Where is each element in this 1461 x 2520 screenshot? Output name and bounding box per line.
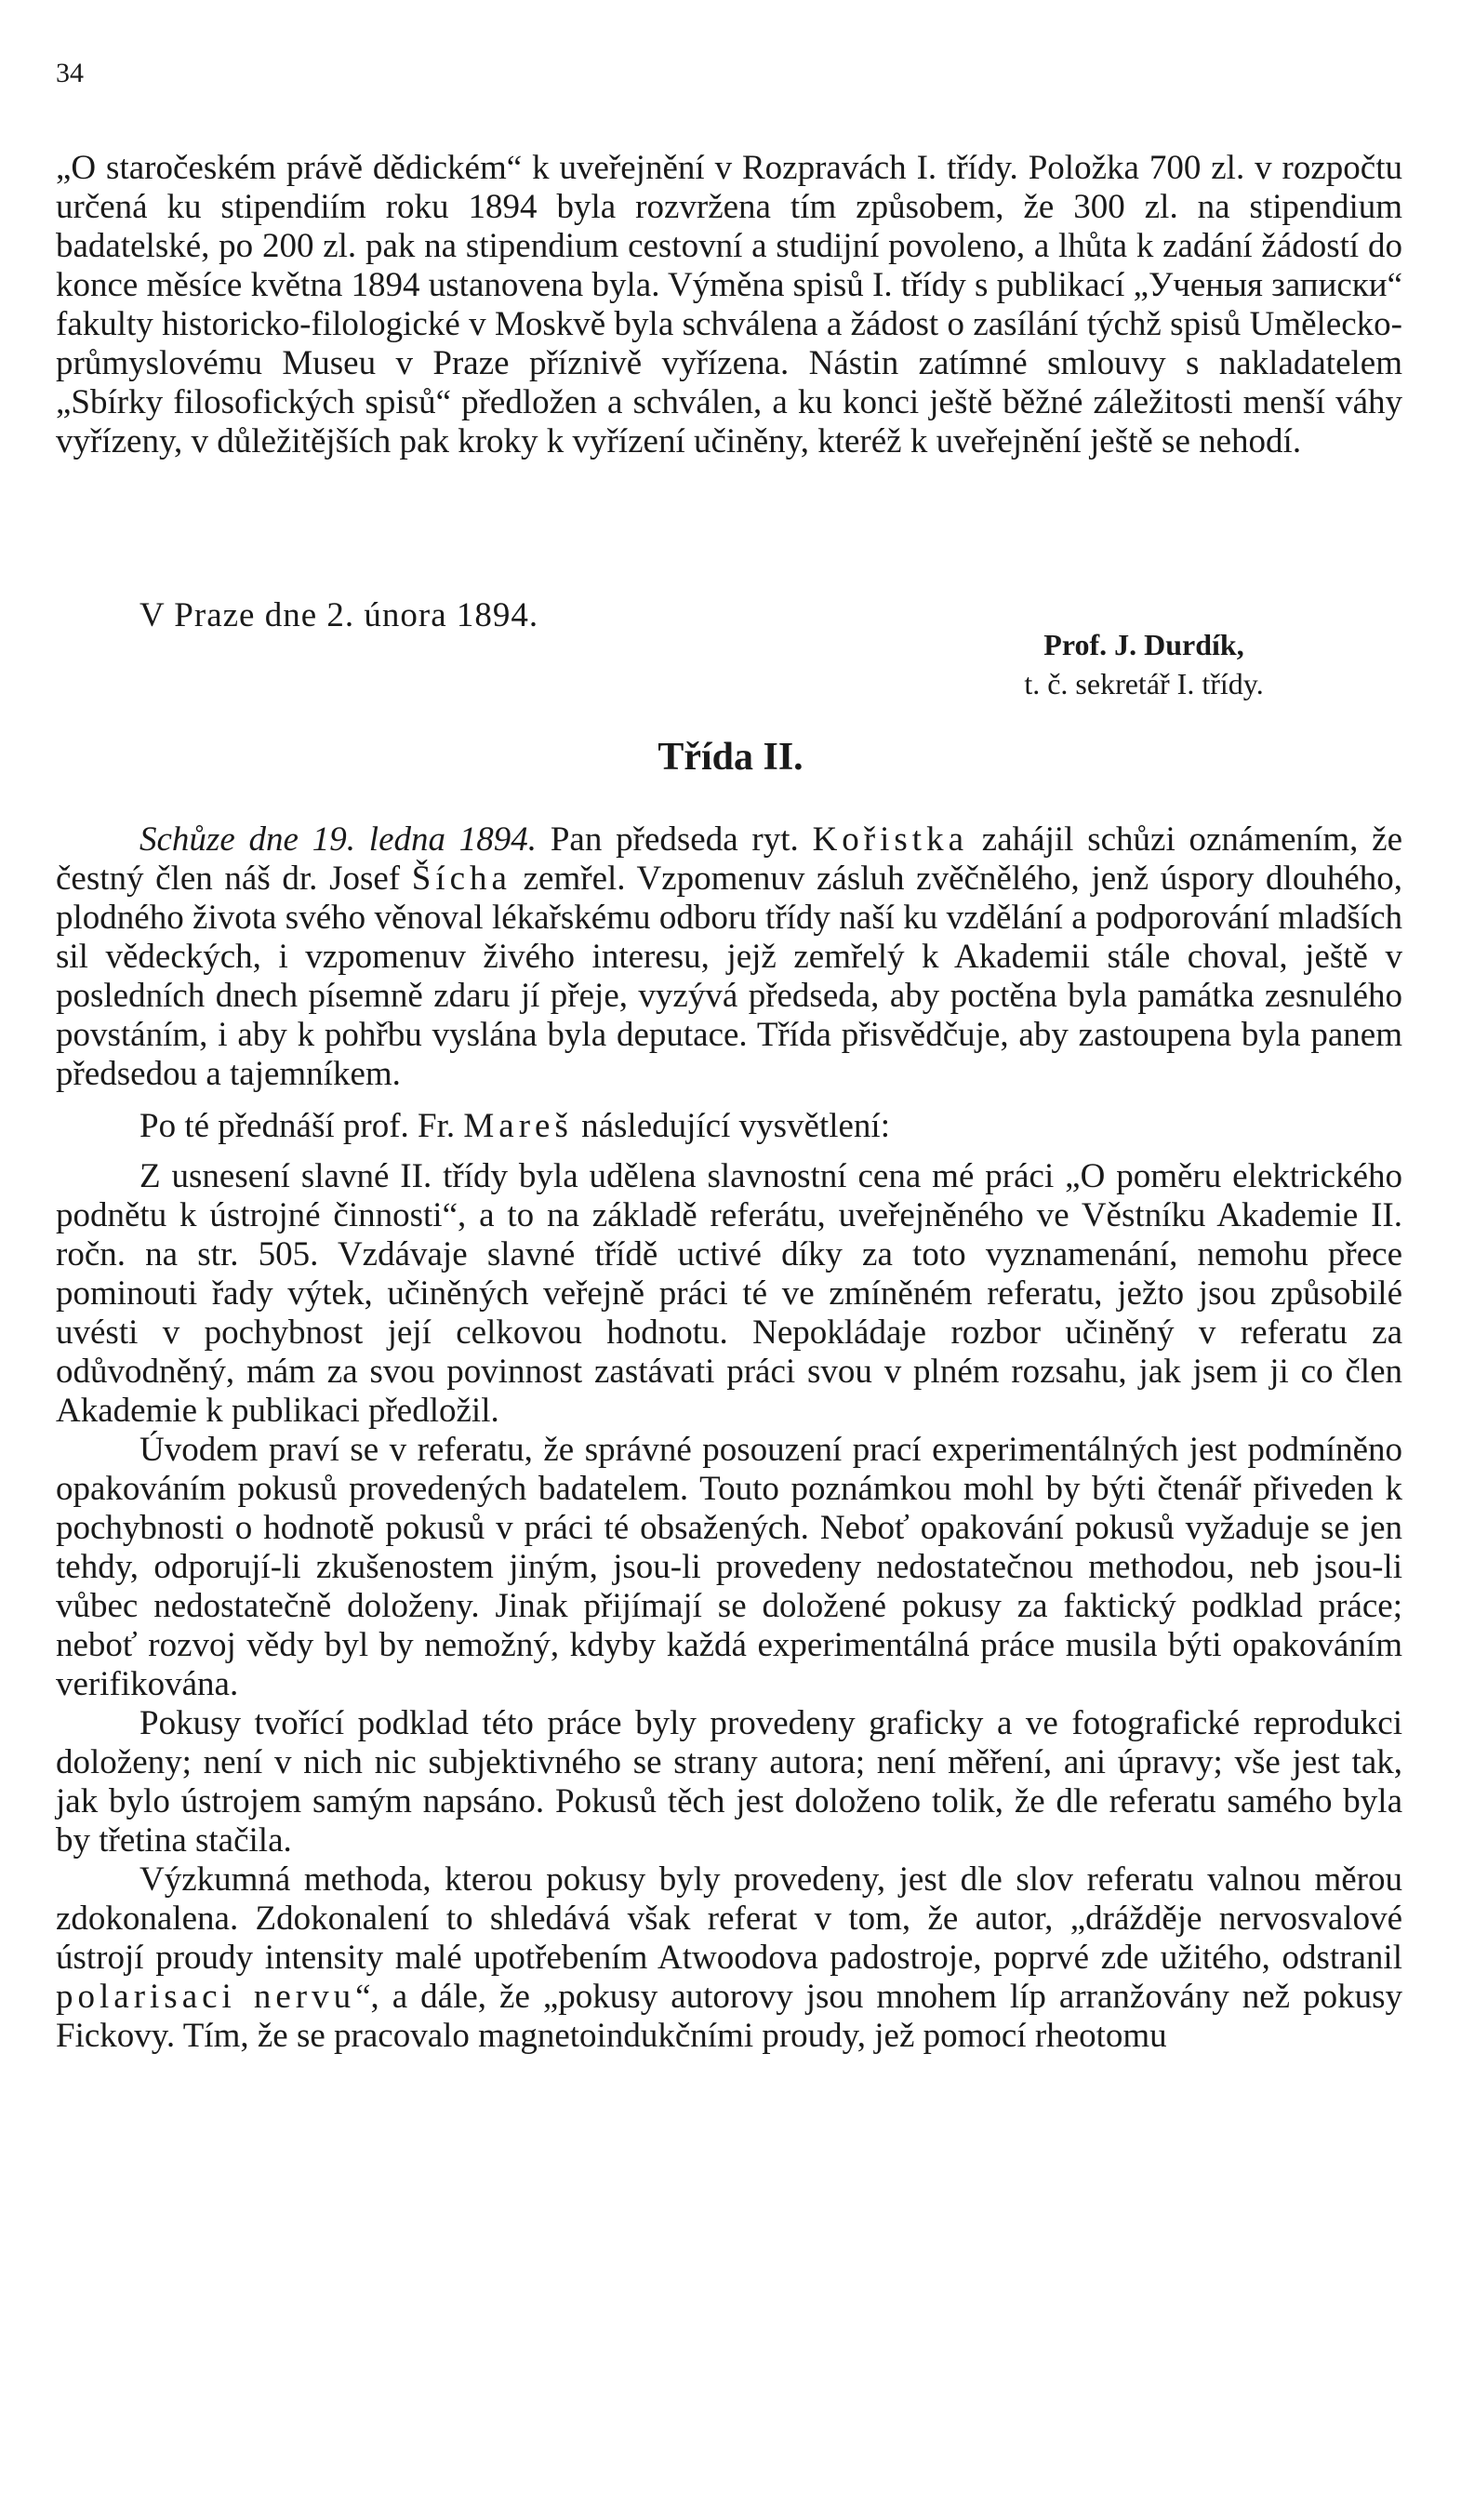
last-spaced: polarisaci nervu xyxy=(56,1978,356,2016)
date-line: V Praze dne 2. února 1894. xyxy=(139,596,539,634)
mares-intro-paragraph xyxy=(56,1107,1402,1146)
mares-text-a: Po té přednáší prof. Fr. xyxy=(139,1107,456,1145)
last-paragraph xyxy=(56,1860,1402,2056)
mares-text-b: následující vysvětlení: xyxy=(581,1107,890,1145)
paragraph-2: Úvodem praví se v referatu, že správné posouzení prací experimentálných jest podmíněno opakováním pokusů provedených badatelem. Touto poznámkou mohl by býti čtenář přiveden k pochybnosti o hodnotě pokusů v práci té obsažených. Neboť opakování pokusů vyžaduje se jen tehdy, odporují-li zkušenostem jiným, jsou-li provedeny nedostatečnou methodou, neb jsou-li vůbec nedostatečně doloženy. Jinak přijímají se doložené pokusy za faktický podklad práce; neboť rozvoj vědy byl by nemožný, kdyby každá experimentálná práce musila býti opakováním verifikována. xyxy=(56,1431,1402,1703)
body-text-block xyxy=(56,820,1402,2056)
session-paragraph xyxy=(56,820,1402,1094)
last-text-b: “, a dále, že „pokusy autorovy jsou mnohem líp arranžovány než pokusy Fickovy. Tím, že se pracovalo magnetoindukčními proudy, jež pomocí rheotomu xyxy=(56,1978,1402,2055)
session-date: Schůze dne 19. ledna 1894. xyxy=(139,820,538,859)
section-heading: Třída II. xyxy=(657,736,804,779)
signature-role: t. č. sekretář I. třídy. xyxy=(1024,667,1264,700)
page-number: 34 xyxy=(56,58,84,88)
paragraph-1: Z usnesení slavné II. třídy byla udělena slavnostní cena mé práci „O poměru elektrického podnětu k ústrojné činnosti“, a to na základě referátu, uveřejněného ve Věstníku Akademie II. ročn. na str. 505. Vzdávaje slavné třídě uctivé díky za toto vyznamenání, nemohu přece pominouti řady výtek, učiněných veřejně práci té ve zmíněném referatu, ježto jsou způsobilé uvésti v pochybnost její celkovou hodnotu. Nepokládaje rozbor učiněný v referatu za odůvodněný, mám za svou povinnost zastávati práci svou v plném rozsahu, jak jsem ji co člen Akademie k publikaci předložil. xyxy=(56,1157,1402,1430)
last-text-a: Výzkumná methoda, kterou pokusy byly provedeny, jest dle slov referatu valnou měrou zdokonalena. Zdokonalení to shledává však referat v tom, že autor, „drážděje nervosvalové ústrojí proudy intensity malé upotřebením Atwoodova padostroje, poprvé zde užitého, odstranil xyxy=(56,1860,1402,1977)
session-text-a: Pan předseda ryt. xyxy=(550,820,799,859)
session-text-c: zemřel. Vzpomenuv zásluh zvěčnělého, jenž úspory dlouhého, plodného života svého věnoval lékařskému odboru třídy naší ku vzdělání a podporování mladších sil vědeckých, i vzpomenuv živého interesu, jejž zemřelý k Akademii stále choval, ještě v posledních dnech písemně zdaru jí přeje, vyzývá předseda, aby poctěna byla památka zesnulého povstáním, i aby k pohřbu vyslána byla deputace. Třída přisvědčuje, aby zastoupena byla panem předsedou a tajemníkem. xyxy=(56,860,1403,1093)
session-name-2: Šícha xyxy=(411,860,511,898)
signature-name: Prof. J. Durdík, xyxy=(1043,628,1244,661)
session-name-1: Kořistka xyxy=(812,820,968,859)
session-text-b: zahájil schůzi oznámením, že čestný člen náš dr. Josef xyxy=(56,820,1403,898)
signature-block xyxy=(949,625,1339,703)
intro-paragraph: „O staročeském právě dědickém“ k uveřejnění v Rozpravách I. třídy. Položka 700 zl. v rozpočtu určená ku stipendiím roku 1894 byla rozvržena tím způsobem, že 300 zl. na stipendium badatelské, po 200 zl. pak na stipendium cestovní a studijní povoleno, a lhůta k zadání žádostí do konce měsíce května 1894 ustanovena byla. Výměna spisů I. třídy s publikací „Ученыя записки“ fakulty historicko-filologické v Moskvě byla schválena a žádost o zasílání týchž spisů Umělecko-průmyslovému Museu v Praze příznivě vyřízena. Nástin zatímné smlouvy s nakladatelem „Sbírky filosofických spisů“ předložen a schválen, a ku konci ještě běžné záležitosti menší váhy vyřízeny, v důležitějších pak kroky k vyřízení učiněny, kteréž k uveřejnění ještě se nehodí. xyxy=(56,149,1402,460)
paragraph-3: Pokusy tvořící podklad této práce byly provedeny graficky a ve fotografické reprodukci doloženy; není v nich nic subjektivného se strany autora; není měření, ani úpravy; vše jest tak, jak bylo ústrojem samým napsáno. Pokusů těch jest doloženo tolik, že dle referatu samého byla by třetina stačila. xyxy=(56,1704,1402,1860)
intro-paragraph-block xyxy=(56,149,1402,461)
mares-name: Mareš xyxy=(463,1107,573,1145)
